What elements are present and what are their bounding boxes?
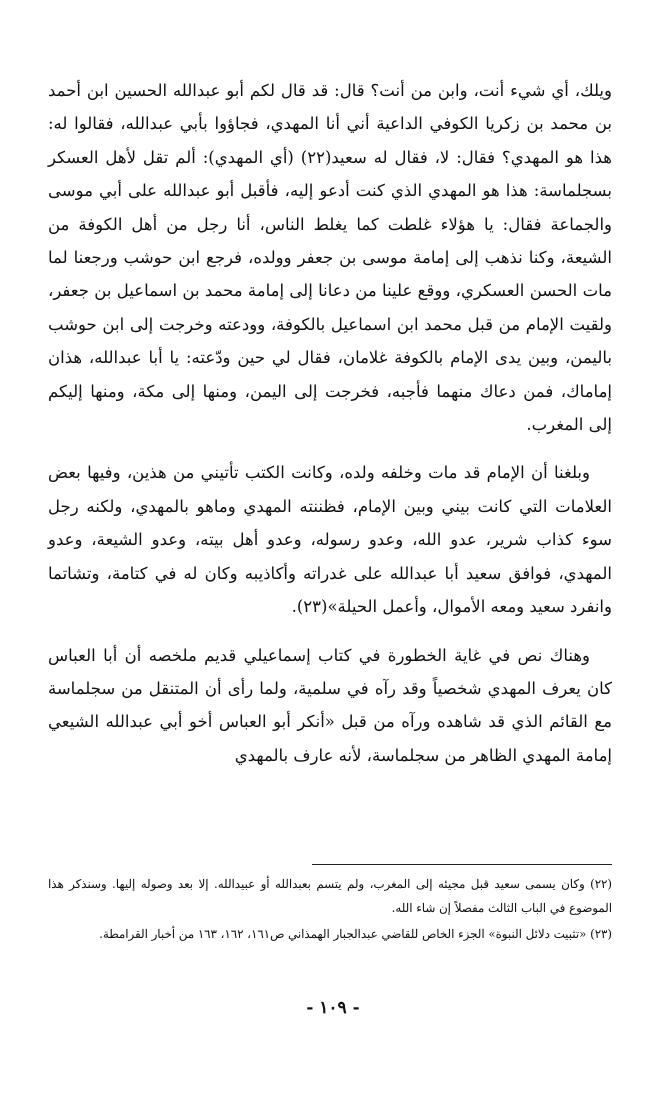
paragraph-3: وهناك نص في غاية الخطورة في كتاب إسماعيلي قديم ملخصه أن أبا العباس كان يعرف المهدي شخصياً وقد رآه في سلمية، ولما رأى أن المتنقل من سجلماسة مع القائم الذي قد شاهده ورآه من قبل «أنكر أبو العباس أخو أبي عبدالله الشيعي إمامة المهدي الظاهر من سجلماسة، لأنه عارف بالمهدي (48, 645, 612, 765)
footnote-22: (٢٢) وكان يسمى سعيد قبل مجيئه إلى المغرب، ولم يتسم بعبدالله أو عبيدالله. إلا بعد وصوله إليها. وسنذكر هذا الموضوع في الباب الثالث مفصلاً إن شاء الله. (48, 877, 612, 915)
main-text (48, 74, 612, 787)
paragraph-1: ويلك، أي شيء أنت، وابن من أنت؟ قال: قد قال لكم أبو عبدالله الحسين ابن أحمد بن محمد بن زكريا الكوفي الداعية أني أنا المهدي، فجاؤوا بأبي عبدالله، فقالوا له: هذا هو المهدي؟ فقال: لا، فقال له سعيد(٢٢) (أي المهدي): ألم تقل لأهل العسكر بسجلماسة: هذا هو المهدي الذي كنت أدعو إليه، فأقبل أبو عبدالله على أبي موسى والجماعة فقال: يا هؤلاء غلطت كما يغلط الناس، أنا رجل من أهل الكوفة من الشيعة، وكنا نذهب إلى إمامة موسى بن جعفر وولده، فرجع ابن حوشب ورجعنا لما مات الحسن العسكري، ووقع علينا من دعانا إلى إمامة محمد بن اسماعيل بن جعفر، ولقيت الإمام من قبل محمد ابن اسماعيل بالكوفة، وودعته وخرجت إلى ابن حوشب باليمن، وبين يدى الإمام بالكوفة غلامان، فقال لي حين ودّعته: يا أبا عبدالله، هذان إماماك، فمن دعاك منهما فأجبه، فخرجت إلى اليمن، ومنها إلى مكة، ومنها إليكم إلى المغرب. (48, 81, 612, 435)
paragraph-2: وبلغنا أن الإمام قد مات وخلفه ولده، وكانت الكتب تأتيني من هذين، وفيها بعض العلامات التي كانت بيني وبين الإمام، فظننته المهدي وماهو بالمهدي، ولكنه رجل سوء كذاب شرير، عدو الله، وعدو رسوله، وعدو أهل بيته، وعدو الشيعة، وعدو المهدي، فوافق سعيد أبا عبدالله على غدراته وأكاذيبه وكان له في كتامة، وتشاتما وانفرد سعيد ومعه الأموال، وأعمل الحيلة»(٢٣). (48, 463, 612, 617)
footnote-23: (٢٣) «تثبيت دلائل النبوة» الجزء الخاص للقاضي عبدالجبار الهمذاني ص١٦١، ١٦٢، ١٦٣ من أخبار القرامطة. (99, 927, 612, 941)
page-number: - ١٠٩ - (306, 998, 360, 1018)
footnotes (48, 872, 612, 948)
footnote-separator (312, 864, 612, 865)
